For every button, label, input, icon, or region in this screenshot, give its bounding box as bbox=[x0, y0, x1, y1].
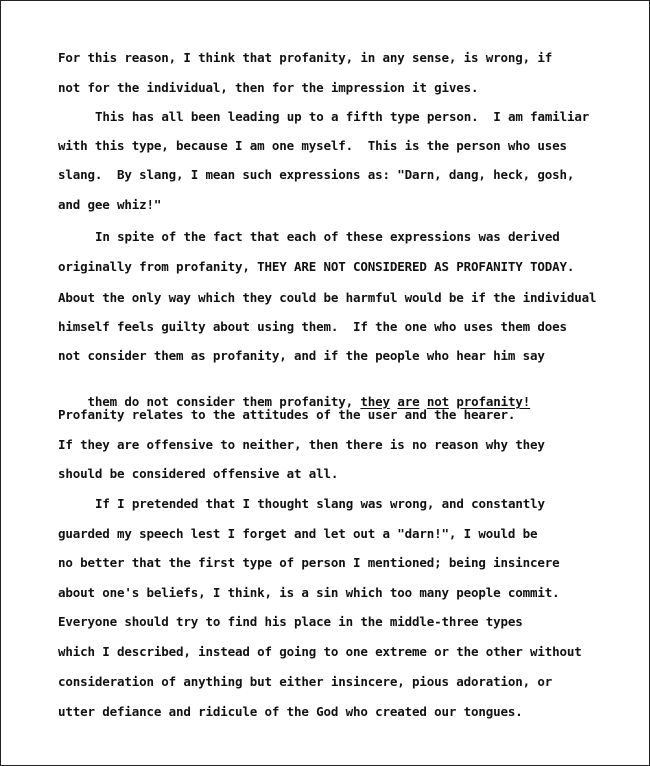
text-line: This has all been leading up to a fifth type person. I am familiar bbox=[95, 109, 590, 124]
text-line: For this reason, I think that profanity, in any sense, is wrong, if bbox=[58, 50, 553, 65]
text-segment: them do not consider them profanity, bbox=[87, 394, 361, 409]
text-line: no better that the first type of person I mentioned; being insincere bbox=[58, 555, 560, 570]
text-line: with this type, because I am one myself. This is the person who uses bbox=[58, 138, 567, 153]
text-line: About the only way which they could be harmful would be if the individual bbox=[58, 290, 597, 305]
text-line: utter defiance and ridicule of the God who created our tongues. bbox=[58, 704, 523, 719]
text-line: Profanity relates to the attitudes of the user and the hearer. bbox=[58, 407, 516, 422]
underlined-word: they bbox=[360, 394, 390, 409]
underlined-word: profanity! bbox=[456, 394, 531, 409]
text-line: If they are offensive to neither, then there is no reason why they bbox=[58, 437, 545, 452]
text-line: which I described, instead of going to one extreme or the other without bbox=[58, 644, 582, 659]
text-line: Everyone should try to find his place in the middle-three types bbox=[58, 614, 523, 629]
text-line: not for the individual, then for the impression it gives. bbox=[58, 80, 479, 95]
text-line: originally from profanity, THEY ARE NOT CONSIDERED AS PROFANITY TODAY. bbox=[58, 259, 575, 274]
text-line: In spite of the fact that each of these expressions was derived bbox=[95, 229, 560, 244]
text-line: consideration of anything but either insincere, pious adoration, or bbox=[58, 674, 553, 689]
underlined-word: not bbox=[426, 394, 449, 409]
text-line: guarded my speech lest I forget and let out a "darn!", I would be bbox=[58, 526, 538, 541]
text-line: should be considered offensive at all. bbox=[58, 466, 339, 481]
text-line: about one's beliefs, I think, is a sin which too many people commit. bbox=[58, 585, 560, 600]
text-line: and gee whiz!" bbox=[58, 197, 162, 212]
text-line: If I pretended that I thought slang was wrong, and constantly bbox=[95, 496, 545, 511]
text-line: slang. By slang, I mean such expressions as: "Darn, dang, heck, gosh, bbox=[58, 167, 575, 182]
underlined-word: are bbox=[397, 394, 420, 409]
text-line: not consider them as profanity, and if the people who hear him say bbox=[58, 348, 545, 363]
text-line: himself feels guilty about using them. If the one who uses them does bbox=[58, 319, 567, 334]
